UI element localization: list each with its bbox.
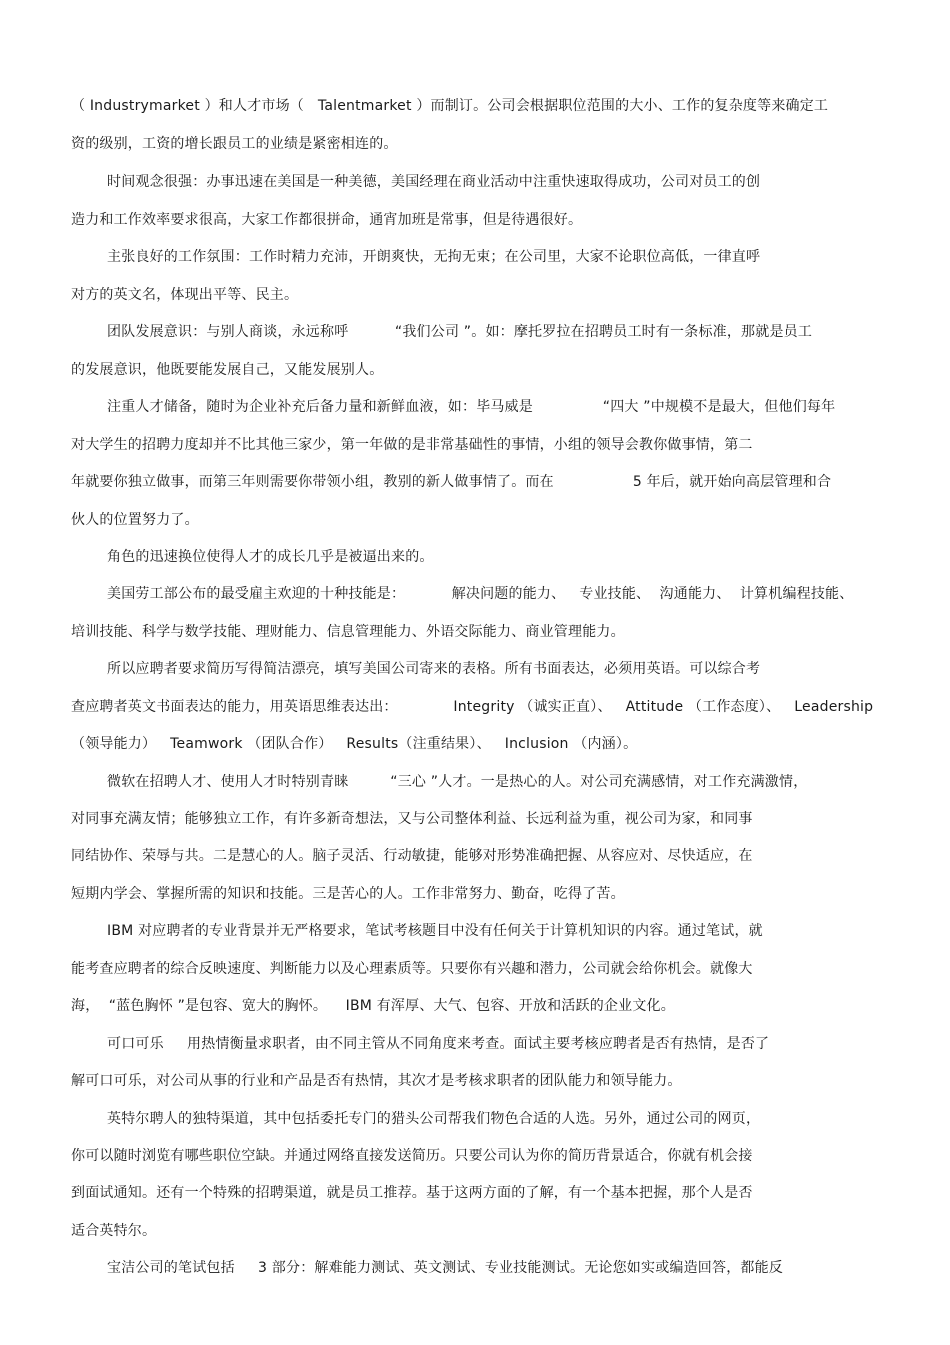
text-line: 英特尔聘人的独特渠道，其中包括委托专门的猎头公司帮我们物色合适的人选。另外，通过公司的网页， [107,1111,761,1127]
text-line: 到面试通知。还有一个特殊的招聘渠道，就是员工推荐。基于这两方面的了解，有一个基本把握，那个人是否 [71,1185,753,1201]
text-line: （ Industrymarket ）和人才市场（ Talentmarket ）而制订。公司会根据职位范围的大小、工作的复杂度等来确定工 [71,98,829,114]
text-line: 培训技能、科学与数学技能、理财能力、信息管理能力、外语交际能力、商业管理能力。 [71,624,625,640]
text-line: 所以应聘者要求简历写得简洁漂亮，填写美国公司寄来的表格。所有书面表达，必须用英语。可以综合考 [107,661,761,677]
text-line: 美国劳工部公布的最受雇主欢迎的十种技能是： 解决问题的能力、 专业技能、 沟通能力、 计算机编程技能、 [107,586,854,602]
text-line: 主张良好的工作氛围：工作时精力充沛，开朗爽快，无拘无束；在公司里，大家不论职位高低，一律直呼 [107,249,761,265]
text-line: 对同事充满友情；能够独立工作，有许多新奇想法，又与公司整体利益、长远利益为重，视公司为家，和同事 [71,811,753,827]
text-line: 宝洁公司的笔试包括 3 部分：解难能力测试、英文测试、专业技能测试。无论您如实或编造回答，都能反 [107,1260,784,1276]
text-line: 造力和工作效率要求很高，大家工作都很拼命，通宵加班是常事，但是待遇很好。 [71,212,583,228]
text-line: 同结协作、荣辱与共。二是慧心的人。脑子灵活、行动敏捷，能够对形势准确把握、从容应对、尽快适应，在 [71,848,753,864]
text-line: IBM 对应聘者的专业背景并无严格要求，笔试考核题目中没有任何关于计算机知识的内容。通过笔试，就 [107,923,763,939]
text-line: 伙人的位置努力了。 [71,512,199,528]
text-line: 注重人才储备，随时为企业补充后备力量和新鲜血液，如：毕马威是 “四大 ”中规模不是最大，但他们每年 [107,399,836,415]
text-line: 角色的迅速换位使得人才的成长几乎是被逼出来的。 [107,549,434,565]
text-line: 时间观念很强：办事迅速在美国是一种美德，美国经理在商业活动中注重快速取得成功，公司对员工的创 [107,174,761,190]
text-line: 适合英特尔。 [71,1223,157,1239]
text-line: 你可以随时浏览有哪些职位空缺。并通过网络直接发送简历。只要公司认为你的简历背景适合，你就有机会接 [71,1148,753,1164]
text-line: 资的级别，工资的增长跟员工的业绩是紧密相连的。 [71,136,398,152]
text-line: 解可口可乐，对公司从事的行业和产品是否有热情，其次才是考核求职者的团队能力和领导能力。 [71,1073,682,1089]
text-line: 对大学生的招聘力度却并不比其他三家少，第一年做的是非常基础性的事情，小组的领导会教你做事情，第二 [71,437,753,453]
text-line: 对方的英文名，体现出平等、民主。 [71,287,299,303]
text-line: 微软在招聘人才、使用人才时特别青睐 “三心 ”人才。一是热心的人。对公司充满感情，对工作充满激情， [107,774,808,790]
text-line: 短期内学会、掌握所需的知识和技能。三是苦心的人。工作非常努力、勤奋，吃得了苦。 [71,886,625,902]
text-line: 年就要你独立做事，而第三年则需要你带领小组，教别的新人做事情了。而在 5 年后，就开始向高层管理和合 [71,474,832,490]
text-line: 团队发展意识：与别人商谈，永远称呼 “我们公司 ”。如：摩托罗拉在招聘员工时有一条标准，那就是员工 [107,324,813,340]
text-line: 能考查应聘者的综合反映速度、判断能力以及心理素质等。只要你有兴趣和潜力，公司就会给你机会。就像大 [71,961,753,977]
text-line: 的发展意识，他既要能发展自己，又能发展别人。 [71,362,384,378]
text-line: 查应聘者英文书面表达的能力，用英语思维表达出： Integrity （诚实正直）、 Attitude （工作态度）、 Leadership [71,699,874,715]
text-line: 可口可乐 用热情衡量求职者，由不同主管从不同角度来考查。面试主要考核应聘者是否有热情，是否了 [107,1036,770,1052]
text-line: 海， “蓝色胸怀 ”是包容、宽大的胸怀。 IBM 有浑厚、大气、包容、开放和活跃的企业文化。 [71,998,675,1014]
text-line: （领导能力） Teamwork （团队合作） Results（注重结果）、 Inclusion （内涵）。 [71,736,638,752]
